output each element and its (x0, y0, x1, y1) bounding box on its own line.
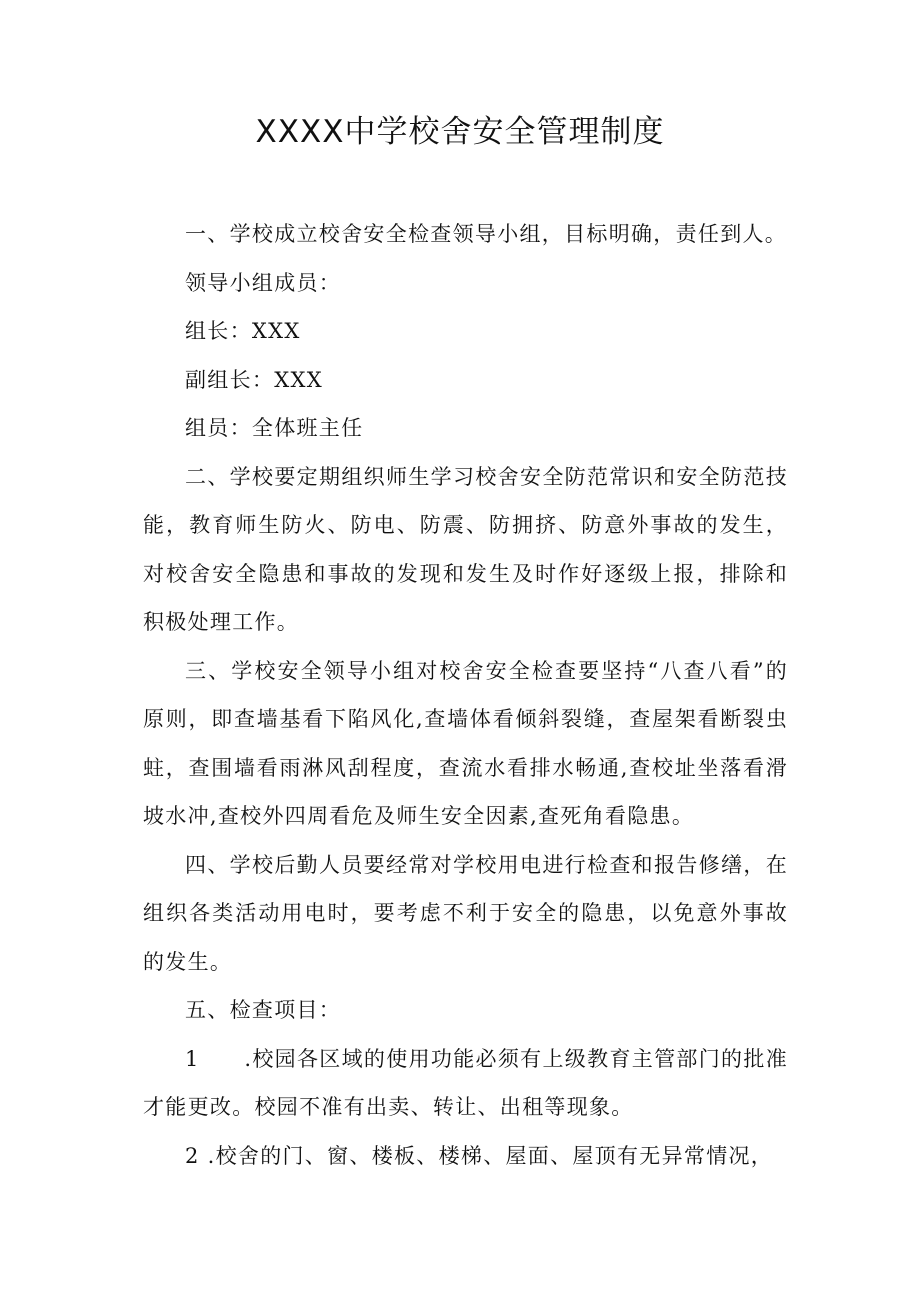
paragraph-2: 领导小组成员： (185, 270, 342, 295)
paragraph-4: 副组长：XXX (185, 367, 323, 392)
document-body (143, 210, 788, 1180)
paragraph-7: 三、学校安全领导小组对校舍安全检查要坚持“八查八看”的原则，即查墙基看下陷风化,查墙体看倾斜裂缝，查屋架看断裂虫蛀，查围墙看雨淋风刮程度，查流水看排水畅通,查校址坐落看滑坡水冲,查校外四周看危及师生安全因素,查死角看隐患。 (143, 658, 788, 828)
paragraph-11: 2 .校舍的门、窗、楼板、楼梯、屋面、屋顶有无异常情况， (185, 1143, 774, 1168)
paragraph-3: 组长：XXX (185, 319, 301, 343)
paragraph-1: 一、学校成立校舍安全检查领导小组，目标明确，责任到人。 (185, 222, 788, 246)
paragraph-6: 二、学校要定期组织师生学习校舍安全防范常识和安全防范技能，教育师生防火、防电、防震、防拥挤、防意外事故的发生，对校舍安全隐患和事故的发现和发生及时作好逐级上报，排除和积极处理工作。 (143, 464, 788, 634)
paragraph-5: 组员：全体班主任 (185, 416, 364, 440)
paragraph-9: 五、检查项目： (185, 998, 342, 1022)
document-title: XXXX中学校舍安全管理制度 (255, 114, 665, 150)
paragraph-10: 1 .校园各区域的使用功能必须有上级教育主管部门的批准才能更改。校园不准有出卖、转让、出租等现象。 (143, 1046, 788, 1119)
paragraph-8: 四、学校后勤人员要经常对学校用电进行检查和报告修缮，在组织各类活动用电时，要考虑不利于安全的隐患，以免意外事故的发生。 (143, 852, 788, 974)
